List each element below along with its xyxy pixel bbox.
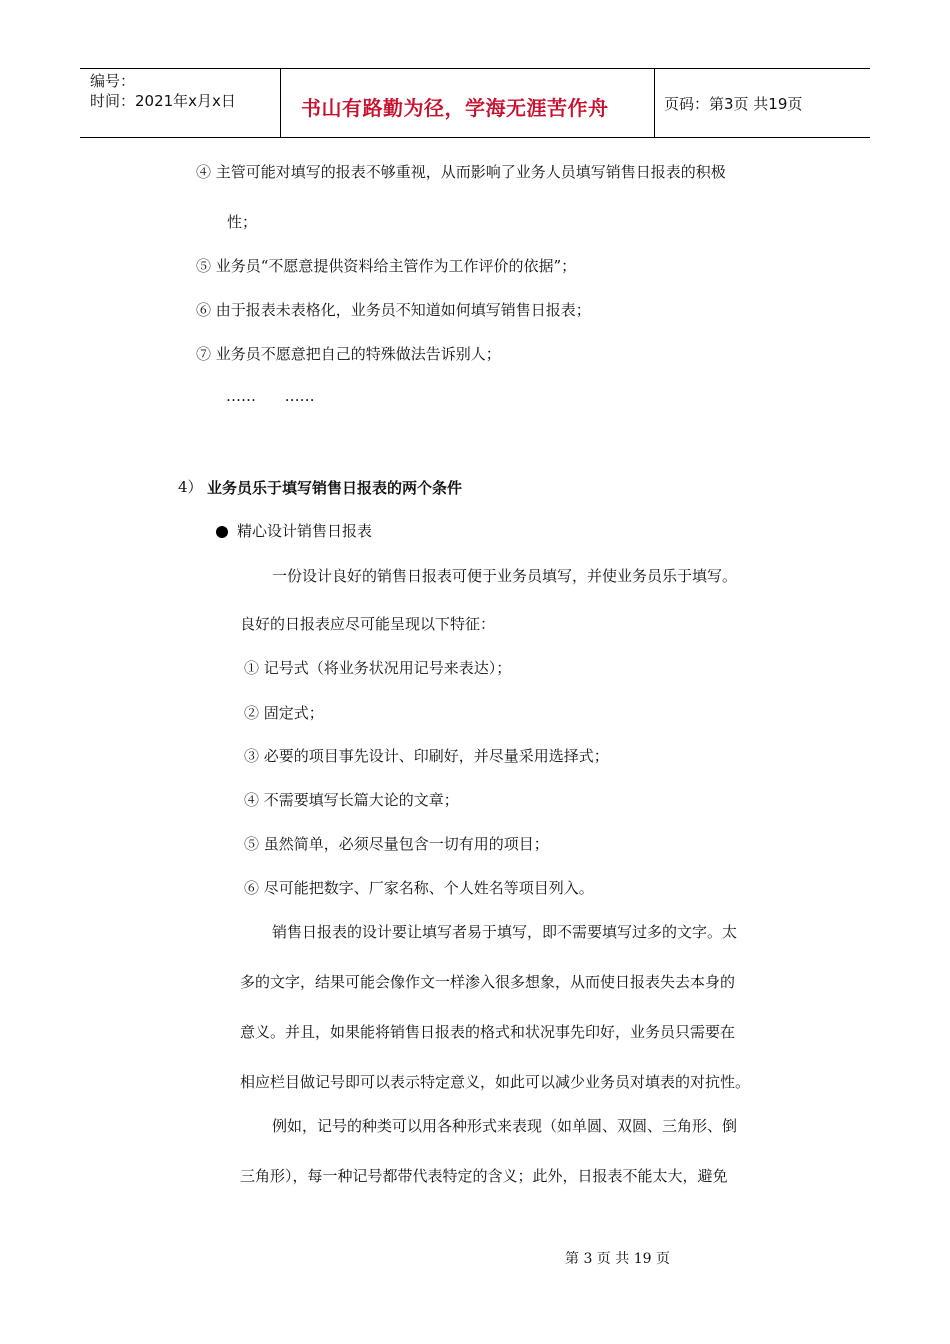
list-item: ④ 主管可能对填写的报表不够重视，从而影响了业务人员填写销售日报表的积极 [196, 163, 726, 181]
list-item: 性； [227, 213, 258, 231]
section-title: 业务员乐于填写销售日报表的两个条件 [207, 479, 463, 497]
header-divider [280, 69, 281, 137]
paragraph-line: 良好的日报表应尽可能呈现以下特征： [240, 615, 496, 633]
header-page-number: 页码：第3页 共19页 [664, 95, 803, 113]
paragraph-line: 三角形），每一种记号都带代表特定的含义；此外，日报表不能太大，避免 [240, 1167, 728, 1185]
list-item: ⑥ 由于报表未表格化，业务员不知道如何填写销售日报表； [196, 301, 591, 319]
paragraph-line: 例如，记号的种类可以用各种形式来表现（如单圆、双圆、三角形、倒 [272, 1117, 738, 1135]
paragraph-line: 意义。并且，如果能将销售日报表的格式和状况事先印好，业务员只需要在 [240, 1023, 736, 1041]
bullet-icon [216, 526, 228, 538]
feature-item: ⑥ 尽可能把数字、厂家名称、个人姓名等项目列入。 [244, 879, 594, 897]
paragraph-line: 销售日报表的设计要让填写者易于填写，即不需要填写过多的文字。太 [272, 923, 738, 941]
paragraph-line: 多的文字，结果可能会像作文一样渗入很多想象，从而使日报表失去本身的 [240, 973, 736, 991]
list-item: ⑦ 业务员不愿意把自己的特殊做法告诉别人； [196, 345, 501, 363]
bullet-item-label: 精心设计销售日报表 [237, 522, 373, 540]
feature-item: ③ 必要的项目事先设计、印刷好，并尽量采用选择式； [244, 747, 609, 765]
paragraph-line: 相应栏目做记号即可以表示特定意义，如此可以减少业务员对填表的对抗性。 [240, 1073, 751, 1091]
paragraph-line: 一份设计良好的销售日报表可便于业务员填写，并使业务员乐于填写。 [272, 567, 738, 585]
feature-item: ② 固定式； [244, 704, 324, 722]
page-footer: 第 3 页 共 19 页 [565, 1251, 670, 1267]
header-motto: 书山有路勤为径，学海无涯苦作舟 [301, 96, 609, 120]
list-item: ⑤ 业务员“不愿意提供资料给主管作为工作评价的依据”； [196, 257, 577, 275]
feature-item: ⑤ 虽然简单，必须尽量包含一切有用的项目； [244, 835, 549, 853]
header-divider [654, 69, 655, 137]
feature-item: ① 记号式（将业务状况用记号来表达）； [244, 659, 512, 677]
document-number: 编号： [90, 72, 136, 90]
document-time: 时间：2021年x月x日 [90, 92, 236, 110]
ellipsis: …… …… [226, 387, 315, 405]
section-number: 4） [178, 478, 203, 496]
feature-item: ④ 不需要填写长篇大论的文章； [244, 791, 459, 809]
